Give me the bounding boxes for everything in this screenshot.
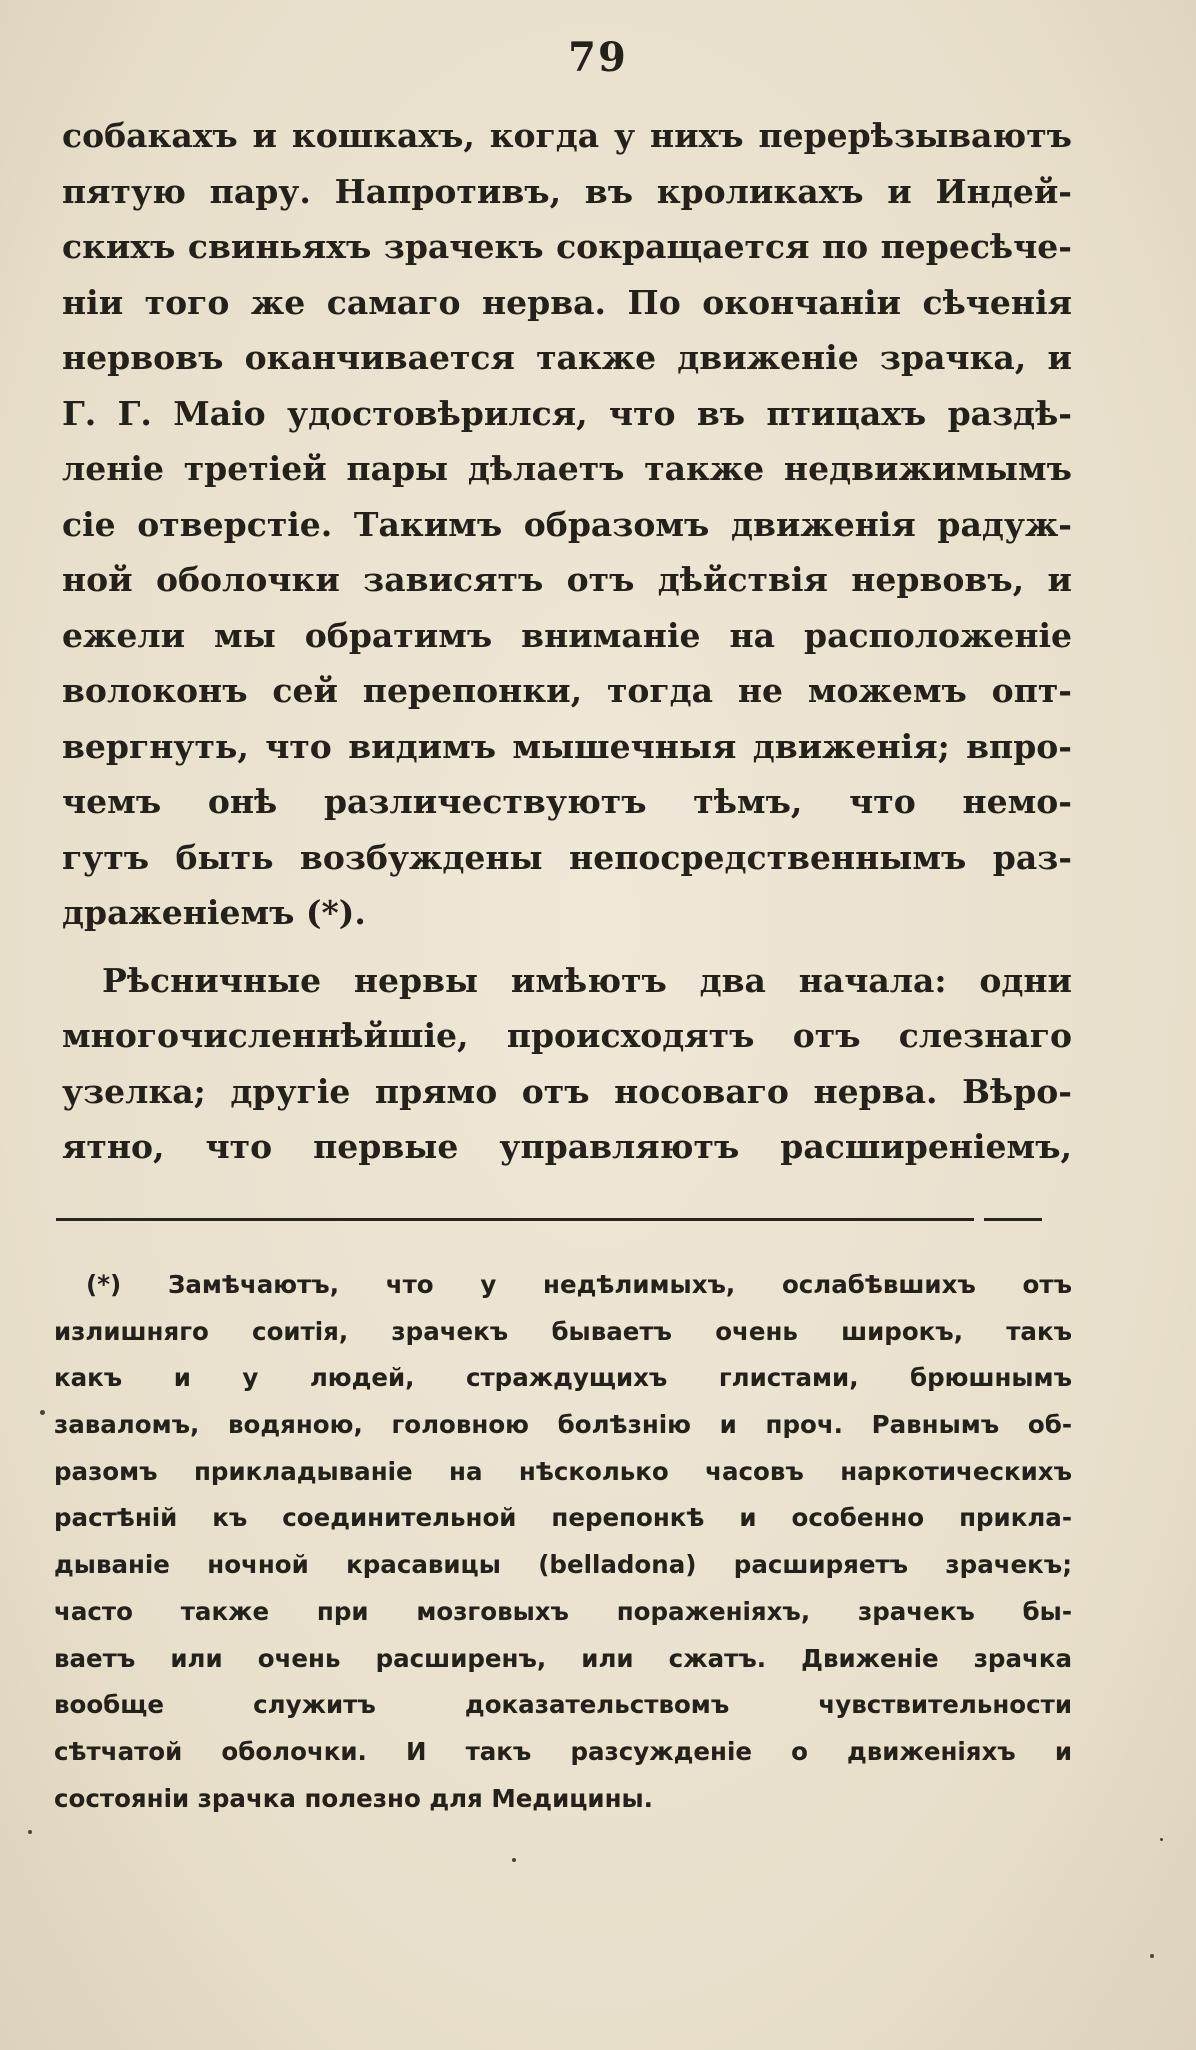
text-line: нiи того же самаго нерва. По окончанiи сѣченiя: [62, 282, 1072, 322]
footnote-divider: [56, 1218, 974, 1221]
text-line: пятую пару. Напротивъ, въ кроликахъ и Индей-: [62, 171, 1072, 211]
footnote-line: вообще служитъ доказательствомъ чувствительности: [54, 1690, 1072, 1720]
paper-speck: [1150, 1954, 1154, 1958]
page-number: 79: [568, 34, 628, 81]
text-line: драженiемъ (*).: [62, 893, 366, 932]
footnote-line: какъ и у людей, страждущихъ глистами, брюшнымъ: [54, 1363, 1072, 1393]
text-line: ятно, что первые управляютъ расширенiемъ,: [62, 1127, 1072, 1166]
footnote-line: разомъ прикладыванiе на нѣсколько часовъ наркотическихъ: [54, 1456, 1072, 1486]
paper-speck: [1160, 1838, 1163, 1841]
footnote-line: ваетъ или очень расширенъ, или сжатъ. Движенiе зрачка: [54, 1643, 1072, 1673]
footnote-line: излишняго соитiя, зрачекъ бываетъ очень широкъ, такъ: [54, 1316, 1072, 1346]
text-line: узелка; другiе прямо отъ носоваго нерва. Вѣро-: [62, 1071, 1072, 1111]
text-line: собакахъ и кошкахъ, когда у нихъ перерѣзываютъ: [62, 116, 1072, 155]
footnote: [54, 1262, 1072, 1822]
text-line: волоконъ сей перепонки, тогда не можемъ опт-: [62, 671, 1072, 710]
text-line: вергнуть, что видимъ мышечныя движенiя; впро-: [62, 726, 1072, 766]
footnote-line: состоянiи зрачка полезно для Медицины.: [54, 1783, 653, 1813]
footnote-line: растѣнiй къ соединительной перепонкѣ и особенно прикла-: [54, 1503, 1072, 1533]
text-line: гутъ быть возбуждены непосредственнымъ раз-: [62, 837, 1072, 877]
text-line: ленiе третiей пары дѣлаетъ также недвижимымъ: [62, 449, 1072, 488]
text-line: чемъ онѣ различествуютъ тѣмъ, что немо-: [62, 782, 1072, 821]
footnote-line: часто также при мозговыхъ пораженiяхъ, зрачекъ бы-: [54, 1596, 1072, 1626]
text-line: нервовъ оканчивается также движенiе зрачка, и: [62, 338, 1072, 377]
text-line: скихъ свиньяхъ зрачекъ сокращается по пересѣче-: [62, 227, 1072, 266]
main-text: [62, 108, 1072, 1175]
paper-speck: [40, 1410, 45, 1415]
text-line: Рѣсничные нервы имѣютъ два начала: одни: [102, 960, 1072, 1000]
footnote-line: заваломъ, водяною, головною болѣзнiю и проч. Равнымъ об-: [54, 1410, 1072, 1440]
text-line: ежели мы обратимъ вниманiе на расположенiе: [62, 615, 1072, 655]
paper-speck: [28, 1830, 32, 1834]
text-line: сiе отверстiе. Такимъ образомъ движенiя радуж-: [62, 504, 1072, 544]
text-line: Г. Г. Маiо удостовѣрился, что въ птицахъ раздѣ-: [62, 393, 1072, 433]
text-line: многочисленнѣйшiе, происходятъ отъ слезнаго: [62, 1016, 1072, 1055]
footnote-line: (*) Замѣчаютъ, что у недѣлимыхъ, ослабѣвшихъ отъ: [86, 1270, 1072, 1299]
paper-speck: [512, 1858, 516, 1862]
footnote-line: дыванiе ночной красавицы (belladona) расширяетъ зрачекъ;: [54, 1550, 1072, 1580]
footnote-line: сѣтчатой оболочки. И такъ разсужденiе о движенiяхъ и: [54, 1736, 1072, 1766]
text-line: ной оболочки зависятъ отъ дѣйствiя нервовъ, и: [62, 560, 1072, 599]
footnote-divider-tail: [984, 1218, 1042, 1221]
